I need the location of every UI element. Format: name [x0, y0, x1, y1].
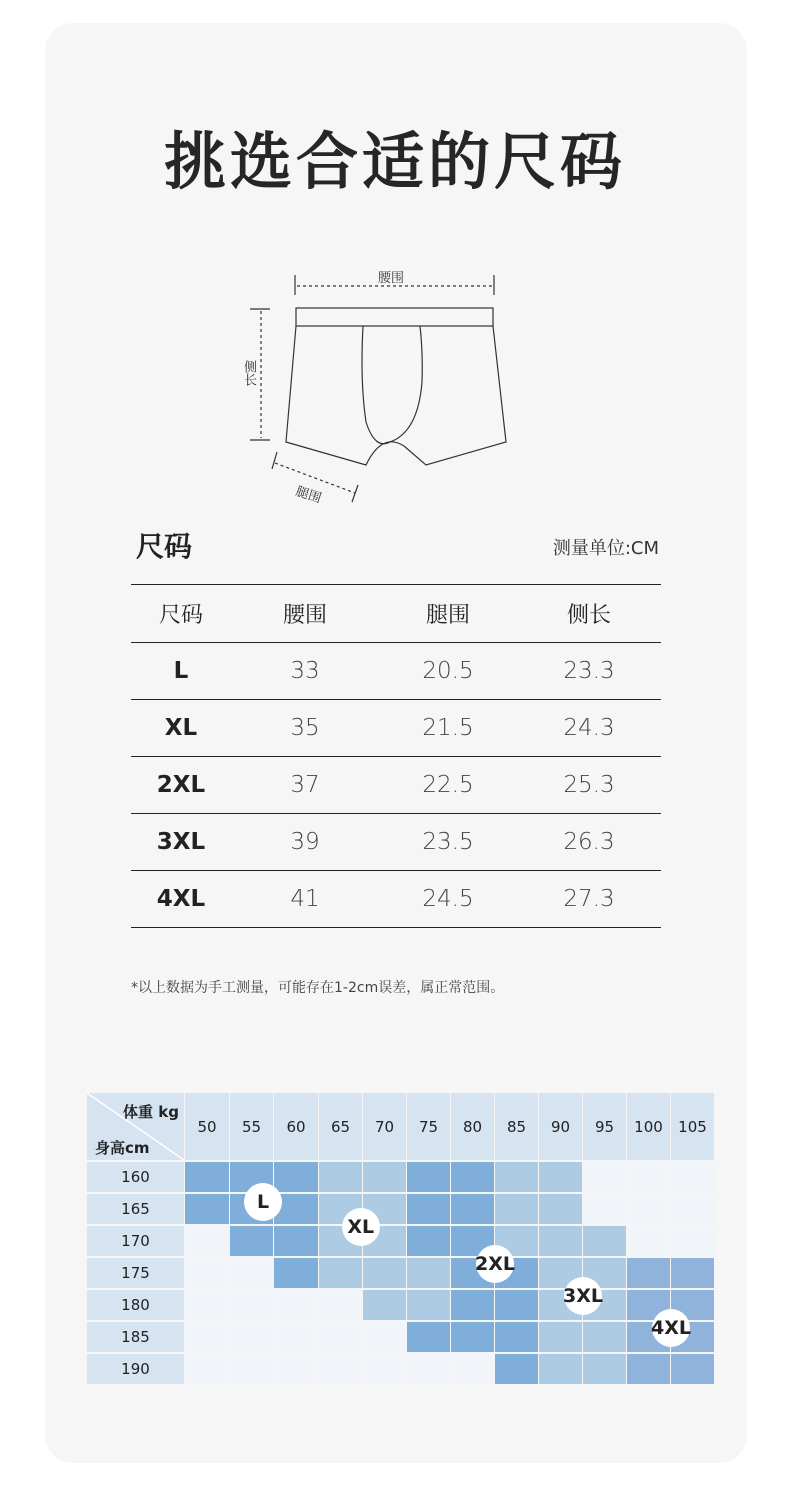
grid-cell — [319, 1354, 362, 1385]
underwear-outline — [230, 262, 530, 512]
grid-cell — [230, 1290, 273, 1321]
grid-cell — [451, 1322, 494, 1353]
header-waist: 腰围 — [231, 585, 379, 643]
grid-cell — [583, 1354, 626, 1385]
grid-cell — [185, 1354, 229, 1385]
weight-header: 70 — [363, 1093, 406, 1160]
table-row — [131, 871, 661, 928]
grid-cell — [495, 1322, 538, 1353]
grid-cell — [539, 1354, 582, 1385]
leg-cell: 24.5 — [379, 871, 517, 928]
grid-cell — [230, 1322, 273, 1353]
side-cell: 24.3 — [517, 700, 661, 757]
grid-cell — [185, 1258, 229, 1289]
grid-cell — [539, 1194, 582, 1225]
weight-header: 50 — [185, 1093, 229, 1160]
table-row — [131, 757, 661, 814]
grid-cell — [627, 1194, 670, 1225]
side-length-label: 侧长 — [241, 360, 256, 386]
leg-cell: 21.5 — [379, 700, 517, 757]
unit-text: 测量单位:CM — [552, 538, 659, 559]
grid-cell — [495, 1194, 538, 1225]
page-title: 挑选合适的尺码 — [163, 125, 626, 198]
grid-cell — [274, 1162, 318, 1193]
grid-cell — [627, 1258, 670, 1289]
size-cell: 4XL — [131, 871, 231, 928]
grid-cell — [363, 1258, 406, 1289]
height-header: 180 — [87, 1290, 184, 1321]
header-leg: 腿围 — [379, 585, 517, 643]
grid-cell — [185, 1194, 229, 1225]
grid-cell — [671, 1226, 714, 1257]
height-header: 185 — [87, 1322, 184, 1353]
grid-cell — [451, 1162, 494, 1193]
weight-header: 90 — [539, 1093, 582, 1160]
waist-cell: 41 — [231, 871, 379, 928]
grid-corner — [87, 1093, 184, 1160]
leg-cell: 22.5 — [379, 757, 517, 814]
height-header: 175 — [87, 1258, 184, 1289]
grid-cell — [230, 1226, 273, 1257]
size-badge: 2XL — [476, 1245, 514, 1283]
grid-cell — [627, 1354, 670, 1385]
grid-cell — [495, 1290, 538, 1321]
size-cell: XL — [131, 700, 231, 757]
grid-cell — [495, 1354, 538, 1385]
grid-cell — [185, 1162, 229, 1193]
grid-cell — [407, 1290, 450, 1321]
header-side: 侧长 — [517, 585, 661, 643]
grid-cell — [627, 1226, 670, 1257]
height-header: 170 — [87, 1226, 184, 1257]
grid-cell — [363, 1290, 406, 1321]
grid-cell — [671, 1162, 714, 1193]
side-cell: 25.3 — [517, 757, 661, 814]
side-cell: 23.3 — [517, 643, 661, 700]
weight-header: 80 — [451, 1093, 494, 1160]
waist-cell: 37 — [231, 757, 379, 814]
weight-header: 85 — [495, 1093, 538, 1160]
grid-cell — [319, 1290, 362, 1321]
waist-cell: 35 — [231, 700, 379, 757]
grid-cell — [363, 1162, 406, 1193]
leg-label: 腿围 — [293, 484, 324, 507]
grid-cell — [185, 1322, 229, 1353]
grid-cell — [363, 1322, 406, 1353]
grid-cell — [407, 1194, 450, 1225]
grid-cell — [451, 1194, 494, 1225]
grid-cell — [274, 1226, 318, 1257]
size-badge: 4XL — [652, 1309, 690, 1347]
grid-cell — [583, 1194, 626, 1225]
size-badge: 3XL — [564, 1277, 602, 1315]
header-size: 尺码 — [131, 585, 231, 643]
height-axis-label: 身高cm — [95, 1139, 150, 1157]
grid-cell — [539, 1226, 582, 1257]
grid-cell — [274, 1258, 318, 1289]
grid-cell — [319, 1258, 362, 1289]
waist-cell: 33 — [231, 643, 379, 700]
waist-cell: 39 — [231, 814, 379, 871]
height-header: 160 — [87, 1162, 184, 1193]
side-cell: 27.3 — [517, 871, 661, 928]
grid-cell — [583, 1322, 626, 1353]
grid-cell — [274, 1290, 318, 1321]
grid-cell — [319, 1162, 362, 1193]
leg-cell: 20.5 — [379, 643, 517, 700]
waist-label: 腰围 — [378, 271, 405, 286]
table-row — [131, 814, 661, 871]
weight-header: 65 — [319, 1093, 362, 1160]
grid-cell — [185, 1290, 229, 1321]
weight-header: 55 — [230, 1093, 273, 1160]
size-cell: L — [131, 643, 231, 700]
grid-cell — [671, 1354, 714, 1385]
size-badge: XL — [342, 1208, 380, 1246]
grid-cell — [627, 1162, 670, 1193]
weight-header: 75 — [407, 1093, 450, 1160]
size-table-header — [131, 585, 661, 643]
side-cell: 26.3 — [517, 814, 661, 871]
grid-cell — [407, 1322, 450, 1353]
grid-cell — [230, 1258, 273, 1289]
grid-cell — [230, 1354, 273, 1385]
grid-cell — [495, 1162, 538, 1193]
weight-header: 60 — [274, 1093, 318, 1160]
grid-cell — [451, 1354, 494, 1385]
grid-cell — [671, 1258, 714, 1289]
size-table — [131, 584, 661, 928]
grid-cell — [363, 1354, 406, 1385]
weight-header: 95 — [583, 1093, 626, 1160]
section-title: 尺码 — [136, 530, 193, 563]
grid-cell — [539, 1322, 582, 1353]
height-header: 165 — [87, 1194, 184, 1225]
measurement-note: *以上数据为手工测量，可能存在1-2cm误差，属正常范围。 — [131, 980, 505, 996]
underwear-diagram — [230, 262, 530, 512]
grid-cell — [583, 1226, 626, 1257]
grid-cell — [407, 1258, 450, 1289]
size-cell: 3XL — [131, 814, 231, 871]
grid-cell — [583, 1162, 626, 1193]
size-badge: L — [244, 1183, 282, 1221]
grid-cell — [274, 1354, 318, 1385]
grid-cell — [407, 1226, 450, 1257]
grid-cell — [539, 1162, 582, 1193]
grid-cell — [451, 1290, 494, 1321]
grid-cell — [671, 1194, 714, 1225]
size-cell: 2XL — [131, 757, 231, 814]
grid-cell — [185, 1226, 229, 1257]
table-row — [131, 700, 661, 757]
grid-cell — [407, 1162, 450, 1193]
grid-cell — [407, 1354, 450, 1385]
grid-cell — [274, 1322, 318, 1353]
table-row — [131, 643, 661, 700]
weight-header: 100 — [627, 1093, 670, 1160]
weight-header: 105 — [671, 1093, 714, 1160]
leg-cell: 23.5 — [379, 814, 517, 871]
grid-cell — [319, 1322, 362, 1353]
weight-axis-label: 体重 kg — [123, 1103, 179, 1121]
height-header: 190 — [87, 1354, 184, 1385]
